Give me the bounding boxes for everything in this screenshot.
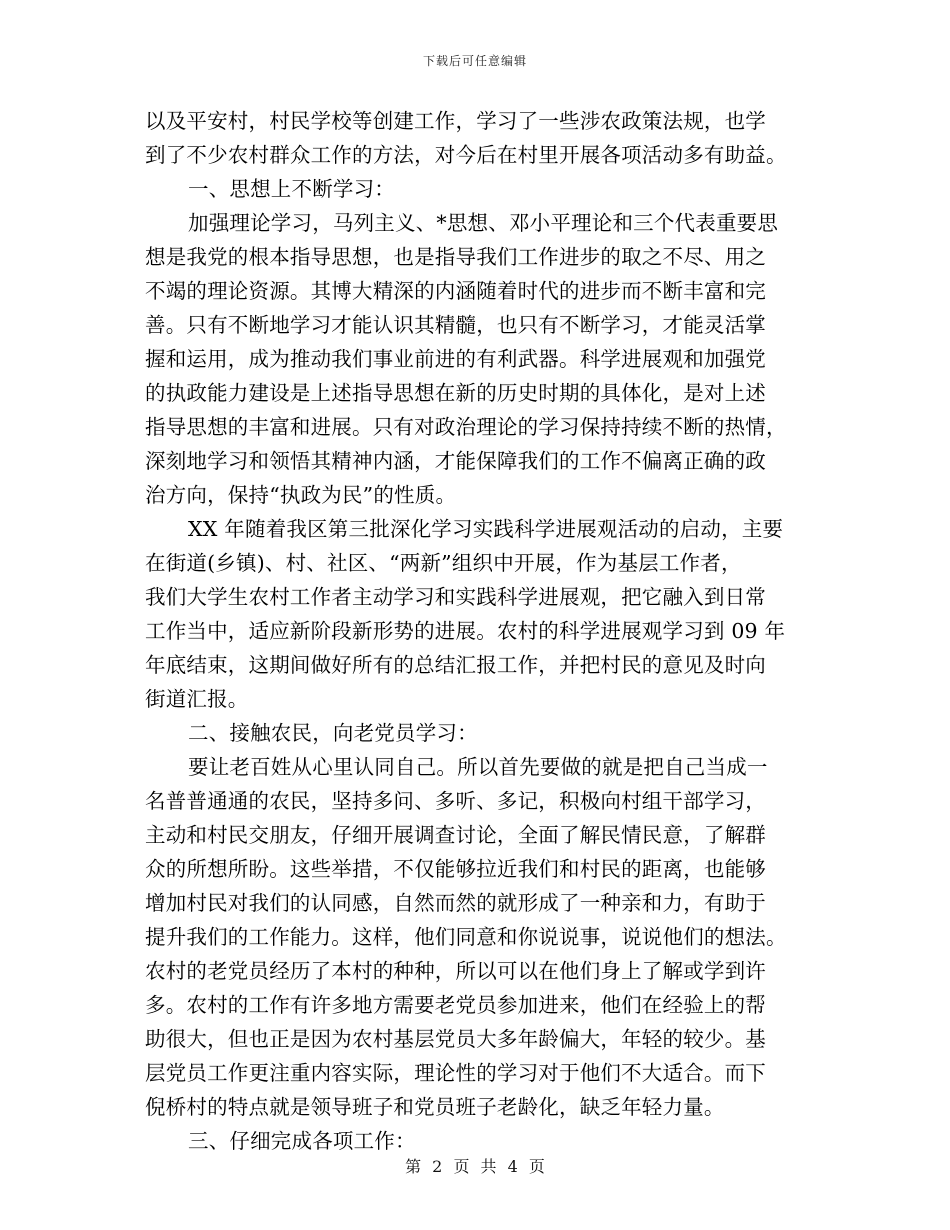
body-line: 多。农村的工作有许多地方需要老党员参加进来，他们在经验上的帮 (145, 993, 766, 1017)
section-heading: 三、仔细完成各项工作： (188, 1129, 416, 1153)
body-line: 的执政能力建设是上述指导思想在新的历史时期的具体化，是对上述 (145, 381, 766, 405)
body-line: 层党员工作更注重内容实际，理论性的学习对于他们不大适合。而下 (145, 1061, 766, 1085)
body-line: 主动和村民交朋友，仔细开展调查讨论，全面了解民情民意，了解群 (145, 823, 766, 847)
body-line: 要让老百姓从心里认同自己。所以首先要做的就是把自己当成一 (188, 755, 768, 779)
body-line: 名普普通通的农民，坚持多问、多听、多记，积极向村组干部学习， (145, 789, 766, 813)
body-line: 治方向，保持“执政为民”的性质。 (145, 483, 457, 507)
document-body (145, 104, 805, 1158)
body-line: 增加村民对我们的认同感，自然而然的就形成了一种亲和力，有助于 (145, 891, 766, 915)
page-header: 下载后可任意编辑 (422, 54, 527, 68)
page-footer: 第 2 页 共 4 页 (405, 1157, 545, 1176)
body-line: 提升我们的工作能力。这样，他们同意和你说说事，说说他们的想法。 (145, 925, 787, 949)
body-line: 在街道(乡镇)、村、社区、“两新”组织中开展，作为基层工作者， (145, 551, 742, 575)
body-line: 到了不少农村群众工作的方法，对今后在村里开展各项活动多有助益。 (145, 143, 787, 167)
body-line: 加强理论学习，马列主义、*思想、邓小平理论和三个代表重要思 (188, 211, 779, 235)
body-line: 以及平安村，村民学校等创建工作，学习了一些涉农政策法规，也学 (145, 109, 766, 133)
body-line: 想是我党的根本指导思想，也是指导我们工作进步的取之不尽、用之 (145, 245, 766, 269)
body-line: XX 年随着我区第三批深化学习实践科学进展观活动的启动，主要 (188, 517, 784, 541)
body-line: 众的所想所盼。这些举措，不仅能够拉近我们和村民的距离，也能够 (145, 857, 766, 881)
body-line: 工作当中，适应新阶段新形势的进展。农村的科学进展观学习到 09 年 (145, 619, 786, 643)
body-line: 我们大学生农村工作者主动学习和实践科学进展观，把它融入到日常 (145, 585, 766, 609)
body-line: 善。只有不断地学习才能认识其精髓，也只有不断学习，才能灵活掌 (145, 313, 766, 337)
body-line: 农村的老党员经历了本村的种种，所以可以在他们身上了解或学到许 (145, 959, 766, 983)
section-heading: 二、接触农民，向老党员学习： (188, 721, 478, 745)
body-line: 助很大，但也正是因为农村基层党员大多年龄偏大，年轻的较少。基 (145, 1027, 766, 1051)
body-line: 握和运用，成为推动我们事业前进的有利武器。科学进展观和加强党 (145, 347, 766, 371)
body-line: 不竭的理论资源。其博大精深的内涵随着时代的进步而不断丰富和完 (145, 279, 766, 303)
body-line: 指导思想的丰富和进展。只有对政治理论的学习保持持续不断的热情， (145, 415, 787, 439)
body-line: 倪桥村的特点就是领导班子和党员班子老龄化，缺乏年轻力量。 (145, 1095, 725, 1119)
body-line: 街道汇报。 (145, 687, 249, 711)
body-line: 年底结束，这期间做好所有的总结汇报工作，并把村民的意见及时向 (145, 653, 766, 677)
body-line: 深刻地学习和领悟其精神内涵，才能保障我们的工作不偏离正确的政 (145, 449, 766, 473)
section-heading: 一、思想上不断学习： (188, 177, 395, 201)
